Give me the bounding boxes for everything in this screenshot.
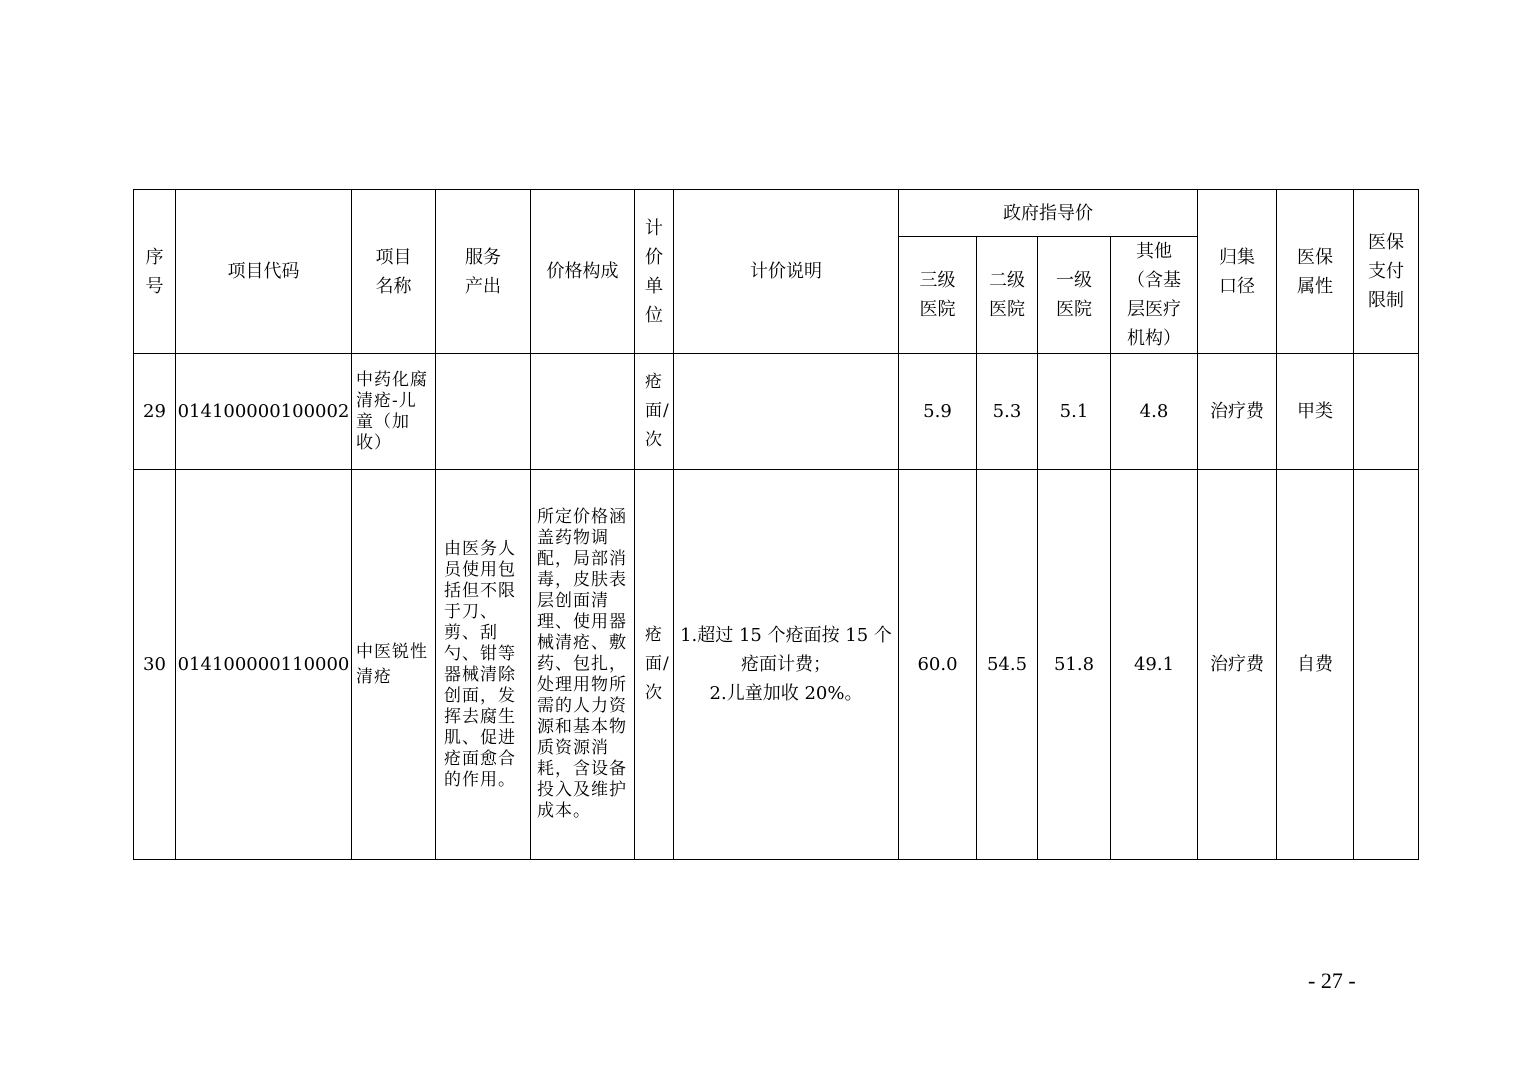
header-level1: 一级医院: [1038, 237, 1111, 354]
row-level1: 51.8: [1038, 470, 1111, 860]
row-code: 014100000110000: [176, 470, 352, 860]
row-level2: 5.3: [977, 354, 1038, 470]
header-insurance: 医保属性: [1277, 190, 1354, 354]
row-note: [674, 354, 899, 470]
price-table: [133, 189, 1419, 860]
row-unit: 疮面/次: [635, 470, 674, 860]
row-limit: [1354, 470, 1419, 860]
row-unit: 疮面/次: [635, 354, 674, 470]
row-other: 4.8: [1111, 354, 1198, 470]
table-row: [134, 354, 1419, 470]
header-gov-price: 政府指导价: [899, 190, 1198, 237]
row-composition: [531, 354, 635, 470]
header-unit: 计价单位: [635, 190, 674, 354]
header-limit: 医保支付限制: [1354, 190, 1419, 354]
row-note: [674, 470, 899, 860]
row-output: [436, 354, 531, 470]
table-row: [134, 470, 1419, 860]
header-category: 归集口径: [1198, 190, 1277, 354]
row-level3: 5.9: [899, 354, 977, 470]
row-level2: 54.5: [977, 470, 1038, 860]
row-insurance: 自费: [1277, 470, 1354, 860]
row-seq: 30: [134, 470, 176, 860]
header-composition: 价格构成: [531, 190, 635, 354]
row-output: 由医务人员使用包括但不限于刀、剪、刮勺、钳等器械清除创面，发挥去腐生肌、促进疮面愈合的作用。: [436, 470, 531, 860]
header-code: 项目代码: [176, 190, 352, 354]
page-number: - 27 -: [1308, 968, 1356, 993]
row-level3: 60.0: [899, 470, 977, 860]
header-other: 其他（含基层医疗机构）: [1111, 237, 1198, 354]
note-line: 2.儿童加收 20%。: [709, 683, 863, 704]
row-composition: 所定价格涵盖药物调配，局部消毒，皮肤表层创面清理、使用器械清疮、敷药、包扎，处理用物所需的人力资源和基本物质资源消耗，含设备投入及维护成本。: [531, 470, 635, 860]
row-code: 014100000100002: [176, 354, 352, 470]
row-level1: 5.1: [1038, 354, 1111, 470]
row-category: 治疗费: [1198, 470, 1277, 860]
header-level3: 三级医院: [899, 237, 977, 354]
header-name: 项目名称: [352, 190, 436, 354]
row-name: 中药化腐清疮-儿童（加收）: [352, 354, 436, 470]
note-line: 1.超过 15 个疮面按 15 个疮面计费；: [680, 625, 892, 675]
row-name: 中医锐性清疮: [352, 470, 436, 860]
header-seq: 序号: [134, 190, 176, 354]
row-category: 治疗费: [1198, 354, 1277, 470]
row-limit: [1354, 354, 1419, 470]
header-note: 计价说明: [674, 190, 899, 354]
row-seq: 29: [134, 354, 176, 470]
row-insurance: 甲类: [1277, 354, 1354, 470]
header-level2: 二级医院: [977, 237, 1038, 354]
header-output: 服务产出: [436, 190, 531, 354]
row-other: 49.1: [1111, 470, 1198, 860]
